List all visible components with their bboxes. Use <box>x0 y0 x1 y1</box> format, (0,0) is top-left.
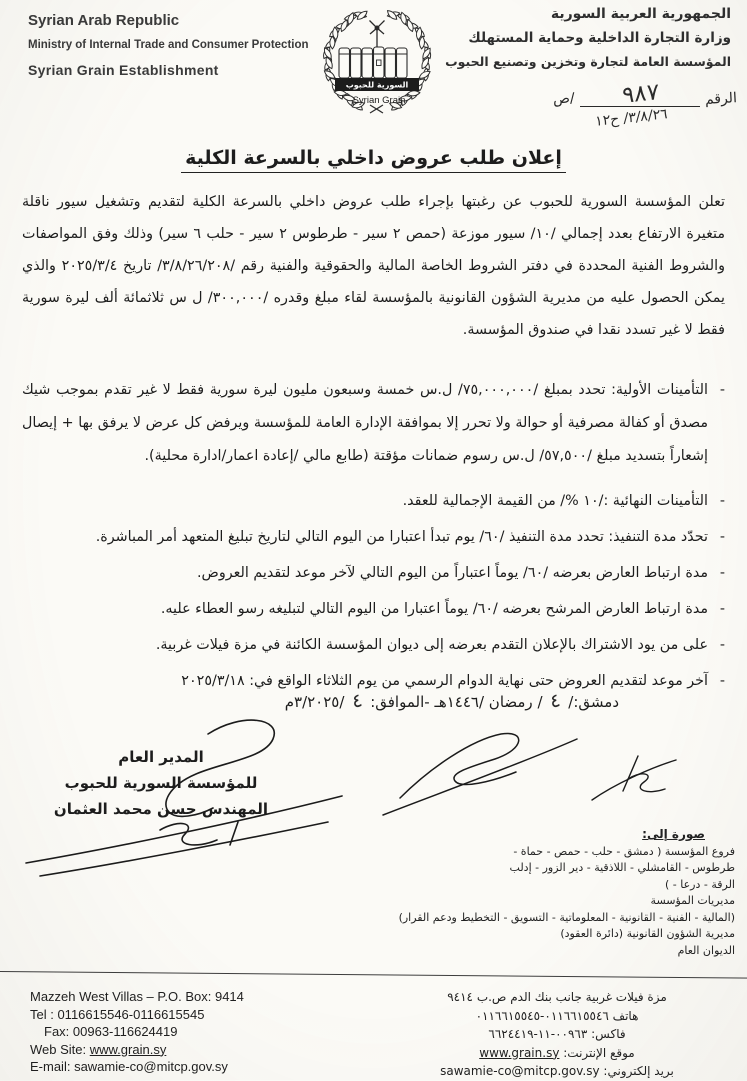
signatory-name: المهندس حسن محمد العثمان <box>53 800 269 818</box>
footer-en-email-label: E-mail: <box>30 1059 75 1074</box>
header-en-ministry: Ministry of Internal Trade and Consumer Protection <box>28 39 309 51</box>
footer-ar-website-label: موقع الإنترنت: <box>559 1045 635 1060</box>
dateline-city: دمشق:/ <box>568 693 619 711</box>
header-ar-ministry: وزارة التجارة الداخلية وحماية المستهلك <box>468 30 731 46</box>
signatory-title: المدير العام <box>118 748 204 766</box>
copy-to-line: الديوان العام <box>677 943 735 957</box>
footer-en-website-link: www.grain.sy <box>89 1041 167 1057</box>
logo-arabic-label: السورية للحبوب <box>345 80 409 90</box>
reference-number-block <box>487 79 738 130</box>
footer-en-website-label: Web Site: <box>30 1041 90 1057</box>
list-item-initial-deposit <box>22 374 725 473</box>
reference-date-handwritten: ٣/٨/٢٦/ ح١٢ <box>594 106 668 130</box>
header-en-country: Syrian Arab Republic <box>28 12 180 29</box>
bullet-marker: - <box>719 601 725 617</box>
footer-en-tel: Tel : 0116615546-0116615545 <box>30 1006 205 1022</box>
footer-ar-email-label: بريد إلكتروني: <box>599 1064 674 1078</box>
dateline <box>285 690 619 712</box>
dateline-gregorian: /٣/٢٠٢٥م <box>284 693 345 711</box>
list-item-awardee-validity <box>22 593 725 626</box>
footer-ar-address: مزة فيلات غربية جانب بنك الدم ص.ب ٩٤١٤ <box>447 990 667 1004</box>
header-ar-organization: المؤسسة العامة لتجارة وتخزين وتصنيع الحبوب <box>445 54 731 69</box>
header-ar-country: الجمهورية العربية السورية <box>550 6 731 22</box>
bullet-marker: - <box>719 382 725 398</box>
footer-ar-website-line <box>381 1044 733 1063</box>
bullet-marker: - <box>719 637 725 653</box>
header-english <box>28 12 309 78</box>
copy-to-line: مديرية الشؤون القانونية (دائرة العقود) <box>560 927 735 940</box>
footer-en-email-line <box>30 1058 244 1076</box>
footer-arabic <box>381 988 733 1081</box>
copy-to-line: الرقة - درعا - ) <box>665 877 735 891</box>
windmill-icon <box>370 21 385 48</box>
footer-en-email-value: sawamie-co@mitcp.gov.sy <box>74 1059 228 1074</box>
list-item-execution-period <box>22 521 725 554</box>
list-item-final-deposit <box>22 485 725 518</box>
copy-to-line: (المالية - الفنية - القانونية - المعلوماتية - التسويق - التخطيط ودعم القرار) <box>398 910 735 924</box>
copy-to-line: فروع المؤسسة ( دمشق - حلب - حمص - حماة - <box>513 844 735 858</box>
footer-en-fax: Fax: 00963-116624419 <box>44 1024 178 1039</box>
list-item-text: التأمينات الأولية: تحدد بمبلغ /٧٥,٠٠٠,٠٠٠/ ل.س خمسة وسبعون مليون ليرة سورية فقط لا غير تقدم بموجب شيك مصدق أو كفالة مصرفية أو حوالة ولا تحرر إلا بموافقة الإدارة العامة للمؤسسة ويرفض كل عرض لا يرفق بها + إيصال إشعاراً بتسديد مبلغ /٥٧,٥٠٠/ ل.س رسوم ضمانات مؤقتة (طابع مالي /إعادة اعمار/ادارة محلية). <box>22 382 708 464</box>
footer-ar-website-link: www.grain.sy <box>479 1045 560 1060</box>
footer-ar-email-line <box>381 1062 733 1081</box>
footer-ar-email-value: sawamie-co@mitcp.gov.sy <box>440 1064 600 1078</box>
footer-divider <box>0 971 747 979</box>
dateline-gregorian-day-handwritten: ٤ <box>350 689 365 713</box>
grain-silos-icon <box>339 47 407 78</box>
footer-en-address: Mazzeh West Villas – P.O. Box: 9414 <box>30 989 244 1004</box>
intro-paragraph: تعلن المؤسسة السورية للحبوب عن رغبتها بإجراء طلب عروض داخلي بالسرعة الكلية لتقديم وتشغيل سيور ناقلة متغيرة الارتفاع بعدد إجمالي /١٠/ سيور موزعة (حمص ٢ سير - طرطوس ٢ سير - حلب ٦ سير) وذلك وفق المواصفات والشروط الفنية المحددة في دفتر الشروط الخاصة المالية والحقوقية والفنية رقم /٣/٨/٢٦/٢٠٨/ تاريخ ٢٠٢٥/٣/٤ والذي يمكن الحصول عليه من مديرية الشؤون القانونية بالمؤسسة لقاء مبلغ وقدره /٣٠٠,٠٠٠/ ل س ثلاثمائة ألف ليرة سورية فقط لا غير تسدد نقدا في صندوق المؤسسة. <box>22 194 725 338</box>
copy-to-line: مديريات المؤسسة <box>650 894 735 907</box>
list-item-text: مدة ارتباط العارض بعرضه /٦٠/ يوماً اعتباراً من اليوم التالي لآخر موعد لتقديم العروض. <box>197 565 708 581</box>
wreath-tie-icon <box>370 105 383 113</box>
conditions-list <box>22 374 725 701</box>
reference-suffix: /ص <box>553 90 576 108</box>
header-arabic <box>445 6 731 69</box>
logo-english-label: Syrian Grain <box>352 95 406 106</box>
copy-to-heading: صورة إلى: <box>642 827 705 841</box>
footer-ar-fax: فاكس: ٠٠٩٦٣-١١-٦٦٢٤٤١٩ <box>488 1027 626 1041</box>
reference-underline <box>580 79 700 109</box>
footer-en-website-line <box>30 1041 244 1059</box>
syrian-grain-logo <box>308 2 446 116</box>
approval-signature-2-icon <box>580 748 690 813</box>
document-title-wrap <box>0 147 747 169</box>
list-item-text: آخر موعد لتقديم العروض حتى نهاية الدوام الرسمي من يوم الثلاثاء الواقع في: ٢٠٢٥/٣/١٨ <box>181 673 708 689</box>
copy-to-line: طرطوس - القامشلي - اللاذقية - دير الزور - إدلب <box>509 861 735 874</box>
header-en-organization: Syrian Grain Establishment <box>28 62 219 78</box>
list-item-text: على من يود الاشتراك بالإعلان التقدم بعرضه إلى ديوان المؤسسة الكائنة في مزة فيلات غربية. <box>155 637 708 653</box>
approval-signature-1-icon <box>375 722 585 822</box>
bullet-marker: - <box>719 529 725 545</box>
bullet-marker: - <box>719 493 725 509</box>
bullet-marker: - <box>719 565 725 581</box>
copy-to-block <box>353 826 735 959</box>
footer-english <box>30 988 244 1076</box>
bullet-marker: - <box>719 673 725 689</box>
signatory-block <box>36 744 286 822</box>
signatory-organization: للمؤسسة السورية للحبوب <box>64 774 258 792</box>
list-item-text: مدة ارتباط العارض المرشح بعرضه /٦٠/ يوماً اعتبارا من اليوم التالي لتبليغه رسو العطاء عليه. <box>160 601 708 617</box>
footer-ar-tel: هاتف ٠١١٦٦١٥٥٤٦-٠١١٦٦١٥٥٤٥ <box>475 1008 639 1023</box>
list-item-submission-place <box>22 629 725 662</box>
list-item-text: التأمينات النهائية :/١٠ %/ من القيمة الإجمالية للعقد. <box>402 493 708 509</box>
dateline-hijri-day-handwritten: ٤ <box>548 689 563 713</box>
reference-number-handwritten: ٩٨٧ <box>621 79 659 109</box>
dateline-hijri: / رمضان /١٤٤٦هـ -الموافق: <box>370 693 543 711</box>
document-title: إعلان طلب عروض داخلي بالسرعة الكلية <box>181 147 566 173</box>
reference-label: الرقم <box>704 90 738 108</box>
list-item-text: تحدّد مدة التنفيذ: تحدد مدة التنفيذ /٦٠/ يوم تبدأ اعتبارا من اليوم التالي لتاريخ تبليغ المتعهد أمر المباشرة. <box>95 529 708 545</box>
list-item-bid-validity <box>22 557 725 590</box>
